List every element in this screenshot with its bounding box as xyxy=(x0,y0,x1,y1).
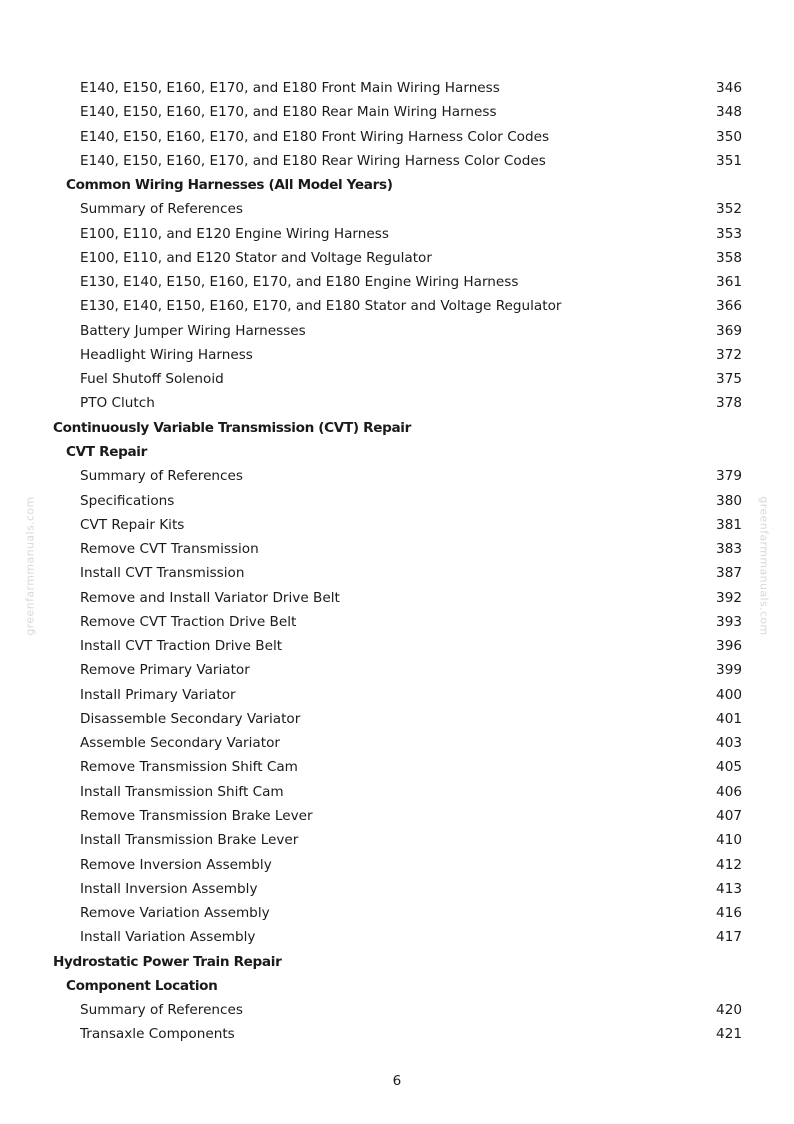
toc-entry-title: Component Location xyxy=(66,977,218,994)
toc-entry-page-number: 410 xyxy=(716,832,742,849)
toc-entry-page-number: 421 xyxy=(716,1026,742,1043)
toc-entry-title: Summary of References xyxy=(80,201,243,218)
toc-entry-title: Specifications xyxy=(80,492,175,509)
toc-entry-page-number: 380 xyxy=(716,492,742,509)
toc-entry-title: Summary of References xyxy=(80,468,243,485)
toc-entry-title: Assemble Secondary Variator xyxy=(80,735,280,752)
toc-entry-title: Common Wiring Harnesses (All Model Years) xyxy=(66,177,393,194)
toc-entry[interactable] xyxy=(0,343,794,367)
toc-entry[interactable] xyxy=(0,853,794,877)
toc-entry-page-number: 403 xyxy=(716,735,742,752)
toc-entry-title: Remove CVT Traction Drive Belt xyxy=(80,613,297,630)
toc-entry-page-number: 412 xyxy=(716,856,742,873)
toc-entry[interactable] xyxy=(0,707,794,731)
toc-entry-page-number: 353 xyxy=(716,225,742,242)
toc-entry-title: E100, E110, and E120 Stator and Voltage Regulator xyxy=(80,249,432,266)
toc-entry[interactable] xyxy=(0,877,794,901)
toc-entry-page-number: 358 xyxy=(716,249,742,266)
toc-entry[interactable] xyxy=(0,367,794,391)
toc-entry[interactable] xyxy=(0,149,794,173)
watermark-left: greenfarmmanuals.com xyxy=(23,496,37,636)
toc-entry[interactable] xyxy=(0,755,794,779)
toc-entry[interactable] xyxy=(0,634,794,658)
toc-entry-title: Remove Variation Assembly xyxy=(80,905,270,922)
toc-entry-page-number: 393 xyxy=(716,613,742,630)
toc-entry[interactable] xyxy=(0,998,794,1022)
toc-entry-page-number: 401 xyxy=(716,710,742,727)
toc-entry[interactable] xyxy=(0,828,794,852)
toc-entry-title: Battery Jumper Wiring Harnesses xyxy=(80,322,306,339)
toc-entry-page-number: 361 xyxy=(716,274,742,291)
toc-entry[interactable] xyxy=(0,489,794,513)
toc-entry-title: Install Transmission Shift Cam xyxy=(80,783,284,800)
toc-entry-title: E140, E150, E160, E170, and E180 Front Main Wiring Harness xyxy=(80,80,500,96)
toc-entry-title: CVT Repair xyxy=(66,443,147,460)
toc-entry-title: CVT Repair Kits xyxy=(80,516,185,533)
toc-entry-title: E100, E110, and E120 Engine Wiring Harness xyxy=(80,225,389,242)
toc-entry-title: Remove Transmission Shift Cam xyxy=(80,759,298,776)
toc-entry-title: Disassemble Secondary Variator xyxy=(80,710,301,727)
toc-entry[interactable] xyxy=(0,222,794,246)
toc-entry-page-number: 399 xyxy=(716,662,742,679)
toc-chapter-heading xyxy=(0,416,794,440)
toc-entry-page-number: 366 xyxy=(716,298,742,315)
toc-section-heading xyxy=(0,440,794,464)
toc-entry-page-number: 375 xyxy=(716,371,742,388)
toc-entry-title: E140, E150, E160, E170, and E180 Rear Main Wiring Harness xyxy=(80,104,497,121)
toc-entry[interactable] xyxy=(0,391,794,415)
toc-entry-title: Headlight Wiring Harness xyxy=(80,346,253,363)
toc-chapter-heading xyxy=(0,950,794,974)
toc-entry-page-number: 351 xyxy=(716,152,742,169)
toc-entry-title: Remove CVT Transmission xyxy=(80,541,259,558)
toc-entry-page-number: 413 xyxy=(716,880,742,897)
toc-entry-title: Remove and Install Variator Drive Belt xyxy=(80,589,340,606)
toc-entry-page-number: 416 xyxy=(716,905,742,922)
toc-entry-title: PTO Clutch xyxy=(80,395,155,412)
toc-entry-page-number: 407 xyxy=(716,807,742,824)
toc-entry[interactable] xyxy=(0,537,794,561)
toc-entry-title: Remove Primary Variator xyxy=(80,662,250,679)
toc-entry-page-number: 378 xyxy=(716,395,742,412)
toc-entry[interactable] xyxy=(0,270,794,294)
toc-entry-page-number: 383 xyxy=(716,541,742,558)
toc-entry-title: Remove Inversion Assembly xyxy=(80,856,272,873)
toc-entry-title: Install CVT Traction Drive Belt xyxy=(80,638,283,655)
toc-entry[interactable] xyxy=(0,197,794,221)
toc-entry-page-number: 400 xyxy=(716,686,742,703)
toc-entry-page-number: 417 xyxy=(716,929,742,946)
toc-entry-title: Transaxle Components xyxy=(80,1026,235,1043)
page-number: 6 xyxy=(392,1073,402,1089)
toc-entry-page-number: 369 xyxy=(716,322,742,339)
toc-entry-page-number: 350 xyxy=(716,128,742,145)
toc-entry-title: Continuously Variable Transmission (CVT) Repair xyxy=(53,419,411,436)
toc-entry-title: Install Transmission Brake Lever xyxy=(80,832,299,849)
toc-entry[interactable] xyxy=(0,513,794,537)
toc-entry-title: E130, E140, E150, E160, E170, and E180 Stator and Voltage Regulator xyxy=(80,298,562,315)
toc-entry[interactable] xyxy=(0,658,794,682)
toc-entry[interactable] xyxy=(0,731,794,755)
toc-entry[interactable] xyxy=(0,925,794,949)
toc-entry[interactable] xyxy=(0,1022,794,1046)
toc-entry-page-number: 348 xyxy=(716,104,742,121)
toc-entry-title: Install CVT Transmission xyxy=(80,565,245,582)
toc-entry[interactable] xyxy=(0,125,794,149)
toc-entry-title: Hydrostatic Power Train Repair xyxy=(53,953,282,970)
toc-entry-title: Remove Transmission Brake Lever xyxy=(80,807,313,824)
toc-entry[interactable] xyxy=(0,804,794,828)
toc-entry-page-number: 406 xyxy=(716,783,742,800)
toc-entry-title: E140, E150, E160, E170, and E180 Front Wiring Harness Color Codes xyxy=(80,128,550,145)
toc-entry-title: Install Inversion Assembly xyxy=(80,880,258,897)
toc-entry-page-number: 346 xyxy=(716,80,742,96)
toc-entry-page-number: 352 xyxy=(716,201,742,218)
toc-entry-title: Fuel Shutoff Solenoid xyxy=(80,371,224,388)
toc-section-heading xyxy=(0,974,794,998)
toc-section-heading xyxy=(0,173,794,197)
toc-entry[interactable] xyxy=(0,464,794,488)
toc-entry[interactable] xyxy=(0,100,794,124)
toc-entry[interactable] xyxy=(0,76,794,100)
toc-entry-title: Summary of References xyxy=(80,1002,243,1019)
toc-entry-page-number: 420 xyxy=(716,1002,742,1019)
toc-entry-title: E140, E150, E160, E170, and E180 Rear Wiring Harness Color Codes xyxy=(80,152,546,169)
toc-entry[interactable] xyxy=(0,610,794,634)
toc-entry-page-number: 396 xyxy=(716,638,742,655)
toc-entry-title: Install Variation Assembly xyxy=(80,929,256,946)
toc-entry[interactable] xyxy=(0,319,794,343)
toc-entry[interactable] xyxy=(0,683,794,707)
watermark-right: greenfarmmanuals.com xyxy=(757,496,771,636)
toc-entry[interactable] xyxy=(0,294,794,318)
toc-entry[interactable] xyxy=(0,780,794,804)
toc-entry[interactable] xyxy=(0,246,794,270)
toc-entry-page-number: 372 xyxy=(716,346,742,363)
toc-entry-page-number: 405 xyxy=(716,759,742,776)
table-of-contents xyxy=(0,76,794,1047)
toc-entry-page-number: 392 xyxy=(716,589,742,606)
toc-entry-title: E130, E140, E150, E160, E170, and E180 Engine Wiring Harness xyxy=(80,274,519,291)
toc-entry[interactable] xyxy=(0,901,794,925)
toc-entry-page-number: 379 xyxy=(716,468,742,485)
toc-entry-page-number: 381 xyxy=(716,516,742,533)
toc-entry[interactable] xyxy=(0,561,794,585)
toc-entry-page-number: 387 xyxy=(716,565,742,582)
toc-entry[interactable] xyxy=(0,586,794,610)
toc-entry-title: Install Primary Variator xyxy=(80,686,236,703)
